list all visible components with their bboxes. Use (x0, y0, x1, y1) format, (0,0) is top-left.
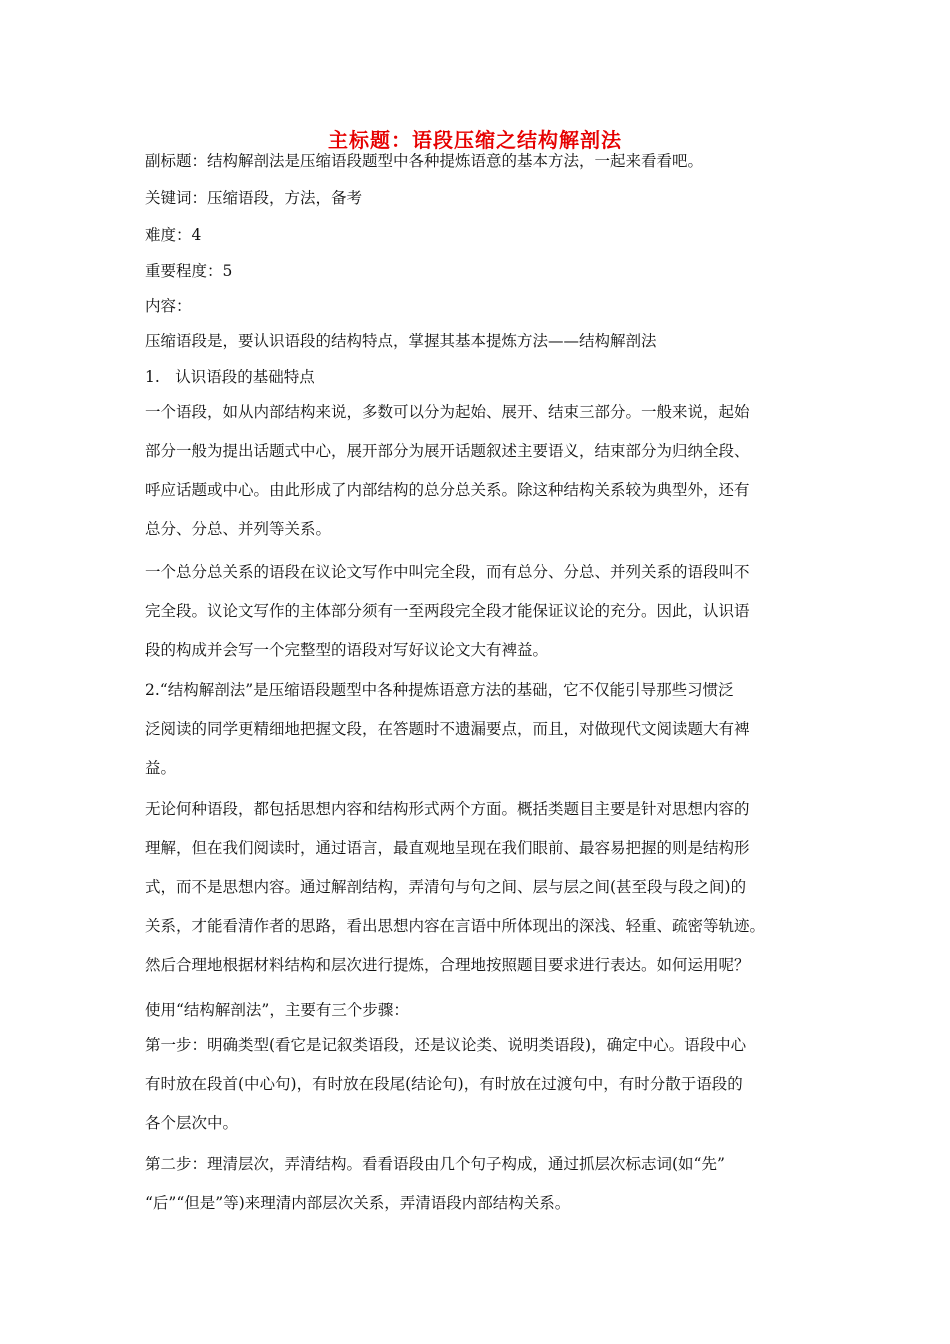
keywords: 关键词：压缩语段，方法，备考 (145, 189, 363, 207)
subtitle: 副标题：结构解剖法是压缩语段题型中各种提炼语意的基本方法，一起来看看吧。 (145, 152, 704, 170)
paragraph-line: 总分、分总、并列等关系。 (145, 520, 332, 538)
paragraph-line: “后”“但是”等)来理清内部层次关系，弄清语段内部结构关系。 (145, 1194, 571, 1212)
difficulty: 难度：4 (145, 226, 202, 244)
paragraph-line: 有时放在段首(中心句)，有时放在段尾(结论句)，有时放在过渡句中，有时分散于语段的 (145, 1075, 743, 1093)
paragraph-6 (145, 1035, 746, 1133)
importance: 重要程度：5 (145, 262, 233, 280)
paragraph-line: 理解，但在我们阅读时，通过语言，最直观地呈现在我们眼前、最容易把握的则是结构形 (145, 839, 750, 857)
paragraph-line: 一个总分总关系的语段在议论文写作中叫完全段，而有总分、分总、并列关系的语段叫不 (145, 563, 750, 581)
paragraph-line: 一个语段，如从内部结构来说，多数可以分为起始、展开、结束三部分。一般来说，起始 (145, 403, 750, 421)
paragraph-line: 呼应话题或中心。由此形成了内部结构的总分总关系。除这种结构关系较为典型外，还有 (145, 481, 750, 499)
paragraph-line: 然后合理地根据材料结构和层次进行提炼，合理地按照题目要求进行表达。如何运用呢？ (145, 956, 750, 974)
paragraph-line: 无论何种语段，都包括思想内容和结构形式两个方面。概括类题目主要是针对思想内容的 (145, 800, 750, 818)
page-title: 主标题：语段压缩之结构解剖法 (328, 128, 622, 152)
paragraph-line: 部分一般为提出话题式中心，展开部分为展开话题叙述主要语义，结束部分为归纳全段、 (145, 442, 750, 460)
paragraph-2 (145, 562, 750, 660)
paragraph-line: 完全段。议论文写作的主体部分须有一至两段完全段才能保证议论的充分。因此，认识语 (145, 602, 750, 620)
paragraph-line: 2.“结构解剖法”是压缩语段题型中各种提炼语意方法的基础，它不仅能引导那些习惯泛 (145, 681, 734, 699)
paragraph-line: 式，而不是思想内容。通过解剖结构，弄清句与句之间、层与层之间(甚至段与段之间)的 (145, 878, 747, 896)
paragraph-1 (145, 402, 750, 539)
paragraph-line: 第二步：理清层次，弄清结构。看看语段由几个句子构成，通过抓层次标志词(如“先” (145, 1155, 725, 1173)
paragraph-line: 泛阅读的同学更精细地把握文段，在答题时不遗漏要点，而且，对做现代文阅读题大有裨 (145, 720, 750, 738)
paragraph-line: 各个层次中。 (145, 1114, 239, 1132)
paragraph-3 (145, 680, 750, 778)
paragraph-4 (145, 799, 765, 975)
section-heading-1: 1. 认识语段的基础特点 (145, 368, 315, 386)
paragraph-7 (145, 1154, 725, 1213)
paragraph-5: 使用“结构解剖法”，主要有三个步骤： (145, 1001, 409, 1019)
intro-paragraph: 压缩语段是，要认识语段的结构特点，掌握其基本提炼方法——结构解剖法 (145, 332, 657, 350)
paragraph-line: 段的构成并会写一个完整型的语段对写好议论文大有裨益。 (145, 641, 549, 659)
paragraph-line: 益。 (145, 759, 177, 777)
paragraph-line: 第一步：明确类型(看它是记叙类语段，还是议论类、说明类语段)，确定中心。语段中心 (145, 1036, 747, 1054)
paragraph-line: 关系，才能看清作者的思路，看出思想内容在言语中所体现出的深浅、轻重、疏密等轨迹。 (145, 917, 766, 935)
content-label: 内容： (145, 297, 192, 315)
